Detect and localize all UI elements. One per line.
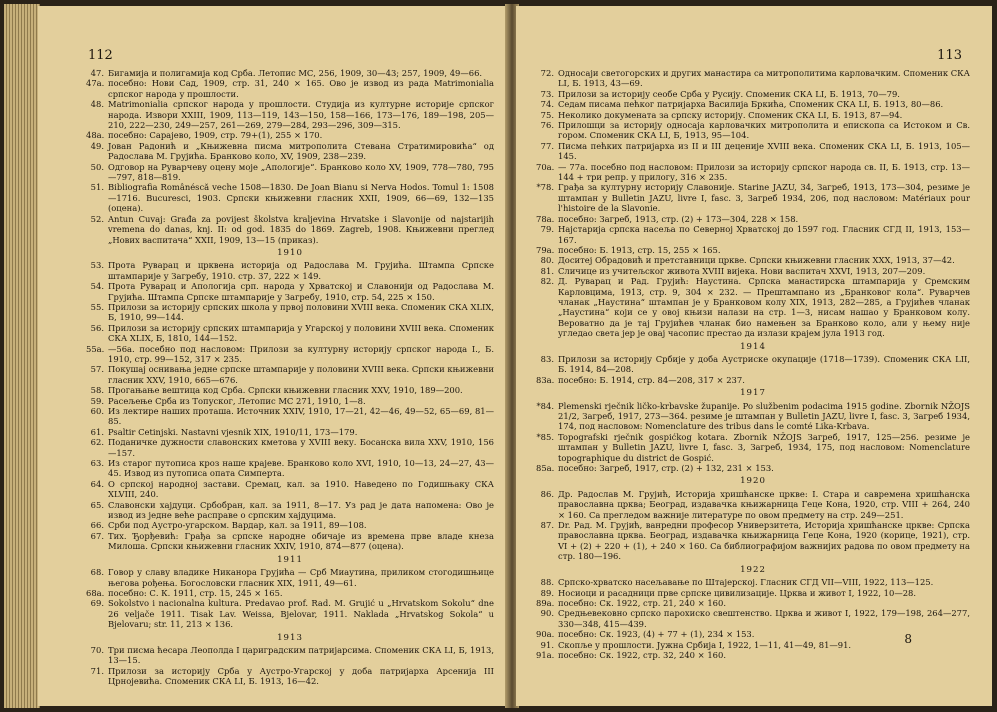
- bibliography-entry: [536, 99, 970, 109]
- year-heading: 1920: [740, 476, 766, 487]
- entry-text: Из старог путописа кроз наше крајеве. Бранково коло XVI, 1910, 10—13, 24—27, 43—45. Извод из путописа опата Симперта.: [108, 458, 494, 479]
- bibliography-entry: [86, 214, 494, 245]
- year-heading: 1911: [277, 554, 303, 565]
- entry-number: 63.: [90, 458, 104, 469]
- bibliography-entry: [86, 458, 494, 479]
- entry-number: 48a.: [86, 130, 105, 141]
- year-heading: 1917: [740, 388, 766, 399]
- entry-number: 79.: [540, 224, 554, 235]
- entry-number: 53.: [90, 260, 104, 271]
- entry-text: Д. Руварац и Рад. Грујић: Наустина. Српска манастирска штампарија у Сремским Карловцима, 1913, стр. 9, 304 × 232. — Прештампано из „Бранковог кола“. Руварчев чланак „Наустина“ штампан је у Бранковом колу XIX, 1913, 282—285, а Грујићев чланак „Наустина“ који се у овој књизи налази на стр. 1—3, нисам нашао у Бранковом колу. Вероватно да је тај Грујићев чланак био намењен за Бранково коло, али у њему није угледао света јер је овај часопис престао да излази крајем јула 1913 год.: [558, 276, 970, 339]
- entry-text: Прилози за историју српских штампарија у Угарској у половини XVIII века. Споменик СКА XLIX, Б, 1810, 144—152.: [108, 322, 494, 344]
- bibliography-entry: [86, 281, 494, 302]
- bibliography-entry: [86, 260, 494, 281]
- entry-number: 51.: [90, 182, 104, 193]
- entry-number: 64.: [90, 478, 104, 489]
- entry-text: Bibliografia Românéscă veche 1508—1830. De Joan Bianu si Nerva Hodos. Tomul 1: 1508—1716. Bucuresci, 1903. Српски књижевни гласник XXII, 1909, 66—69, 132—135 (оцена).: [108, 182, 494, 214]
- entry-text: посебно: Б. 1914, стр. 84—208, 317 × 237.: [558, 374, 745, 385]
- bibliography-entry: [86, 567, 494, 588]
- bibliography-entry: [536, 120, 970, 141]
- bibliography-entry: [86, 598, 494, 629]
- page-edges: [4, 4, 40, 708]
- entry-number: 56.: [90, 322, 104, 333]
- bibliography-entry: [536, 68, 970, 89]
- entry-text: посебно: Б. 1913, стр. 15, 255 × 165.: [558, 244, 721, 255]
- entry-text: Расељење Срба из Топуског, Летопис МС 271, 1910, 1—8.: [108, 395, 366, 406]
- entry-text: Plemenski rječnik ličko-krbavske županije. Po službenim podacima 1915 godine. Zbornik NŽOJS 21/2, Загреб, 1917, 273—364. резиме је штампан у Bulletin JAZU, livre I, fasc. 3, Загреб 1934, 174, под насловом: Nomenclature des tribus dans le comté Lika-Krbava.: [558, 400, 970, 432]
- bibliography-entry: [86, 99, 494, 130]
- entry-number: 91a.: [536, 649, 555, 660]
- entry-text: Прилози за историју Срба у Аустро-Угарској у доба патријарха Арсенија III Црнојевића. Споменик СКА LI, Б. 1913, 16—42.: [108, 665, 494, 687]
- entry-text: Српско-хрватско насељавање по Штајерској. Гласник СГД VII—VIII, 1922, 113—125.: [558, 577, 934, 588]
- bibliography-entry: [536, 577, 970, 587]
- bibliography-entry: [536, 598, 970, 608]
- entry-number: 90a.: [536, 629, 555, 640]
- entry-text: —56a. посебно под насловом: Прилози за културну историју српског народа I., Б. 1910, стр. 99—152, 317 × 235.: [108, 343, 494, 364]
- entry-number: 73.: [540, 88, 554, 99]
- bibliography-entry: [86, 406, 494, 427]
- entry-number: 52.: [90, 213, 104, 224]
- entry-text: — 77a. посебно под насловом: Прилози за историју српског народа св. II, Б. 1913, стр. 13—144 + три репр. у прилогу, 316 × 235.: [558, 161, 970, 183]
- entry-number: 55.: [90, 301, 104, 312]
- entry-text: Прилози за историју сеобе Срба у Русију. Споменик СКА LI, Б. 1913, 70—79.: [558, 88, 900, 99]
- entry-text: Седам писама пећког патријарха Василија Бркића, Споменик СКА LI, Б. 1913, 80—86.: [558, 99, 944, 110]
- entry-text: Sokolstvo i nacionalna kultura. Predavao prof. Rad. M. Grujić u „Hrvatskom Sokolu“ dne 26 veljače 1911. Tisak Lav. Weissa, Bjelovar, 1911. Naklada „Hrvatskog Sokola“ u Bjelovaru; str. 11, 213 × 136.: [108, 598, 494, 630]
- signature-mark: 8: [904, 632, 912, 646]
- entry-number: 69.: [90, 598, 104, 609]
- bibliography-entry: [536, 432, 970, 463]
- bibliography-entry: [86, 520, 494, 530]
- bibliography-entry: [536, 245, 970, 255]
- entry-number: 86.: [540, 488, 554, 499]
- entry-text: Бигамија и полигамија код Срба. Летопис МС, 256, 1909, 30—43; 257, 1909, 49—66.: [108, 68, 483, 78]
- year-heading: 1910: [277, 247, 303, 258]
- entry-number: 89a.: [536, 597, 555, 608]
- entry-number: 48.: [90, 99, 104, 110]
- entry-number: 65.: [90, 499, 104, 510]
- entry-text: посебно: Ск. 1922, стр. 21, 240 × 160.: [558, 597, 726, 608]
- entry-number: 66.: [90, 520, 104, 531]
- entry-number: 61.: [90, 426, 104, 437]
- entry-number: 47a.: [86, 78, 105, 89]
- bibliography-entry: [86, 141, 494, 162]
- bibliography-entry: [86, 437, 494, 458]
- entry-number: *78.: [536, 182, 554, 193]
- bibliography-entry: [536, 588, 970, 598]
- entry-text: Др. Радослав М. Грујић, Историја хришћанске цркве: I. Стара и савремена хришћанска православна црква; Београд, издавачка књижарница Геце Кона, 1920, стр. VIII + 264, 240 × 160. Са прегледом важније литературе по овом предмету на стр. 249—251.: [558, 488, 970, 520]
- bibliography-entry: [86, 68, 494, 78]
- entry-number: *84.: [536, 400, 554, 411]
- entry-text: Matrimonialia српског народа у прошлости. Студија из културне историје српског народа. Извори XXIII, 1909, 113—119, 143—150, 158—166, 173—176, 189—198, 205—210, 222—230, 249—257, 261—269, 279—284, 293—296, 309—315.: [108, 99, 494, 131]
- entry-text: посебно: Нови Сад, 1909, стр. 31, 240 × 165. Ово је извод из рада Matrimonialia српског народа у прошлости.: [108, 78, 494, 99]
- entry-number: 81.: [540, 265, 554, 276]
- entry-number: 83.: [540, 353, 554, 364]
- entry-text: Прилози за историју Србије у доба Аустриске окупације (1718—1739). Споменик СКА LII, Б. 1914, 84—208.: [558, 353, 970, 375]
- entry-number: 62.: [90, 437, 104, 448]
- entry-text: посебно: Ск. 1922, стр. 32, 240 × 160.: [558, 649, 726, 660]
- entry-number: 90.: [540, 608, 554, 619]
- bibliography-entry: [86, 396, 494, 406]
- bibliography-entry: [536, 375, 970, 385]
- entry-text: Поданичке дужности славонских кметова у XVIII веку. Босанска вила XXV, 1910, 156—157.: [108, 437, 494, 458]
- entry-number: 89.: [540, 587, 554, 598]
- entry-number: 70a.: [536, 161, 555, 172]
- bibliography-entry: [536, 520, 970, 562]
- entry-text: Говор у славу владике Никанора Грујића — Срб Миаутина, приликом стогодишњице његова рођења. Богословски гласник XIX, 1911, 49—61.: [108, 567, 494, 588]
- bibliography-entry: [86, 385, 494, 395]
- bibliography-entry: [536, 255, 970, 265]
- entry-text: Прота Руварац и црквена историја од Радослава М. Грујића. Штампа Српске штампарије у Загребу, 1910. стр. 37, 222 × 149.: [108, 260, 494, 281]
- entry-text: Сличице из учитељског живота XVIII вијека. Нови васпитач XXVI, 1913, 207—209.: [558, 265, 926, 276]
- entry-text: посебно: Загреб, 1917, стр. (2) + 132, 231 × 153.: [558, 463, 774, 474]
- right-page: [516, 6, 992, 706]
- bibliography-entry: [86, 182, 494, 213]
- entry-text: Dr. Рад. М. Грујић, ванредни професор Универзитета, Историја хришћанске цркве: Српска православна црква. Београд, издавачка књижарница Геце Кона, 1920 (корице, 1921), стр. VI + (2) + 220 + (1), + 240 × 160. Са библиографијом важнијих радова по овом предмету на стр. 180—196.: [558, 520, 970, 562]
- entry-text: Topografski rječnik gospićkog kotara. Zbornik NŽOJS Загреб, 1917, 125—256. резиме је штампан у Bulletin JAZU, livre I, fasc. 3, Загреб, 1934, 175, под насловом: Nomenclature topographique du district de Gospić.: [558, 431, 970, 463]
- entry-text: Средњевековно српско парохиско свештенство. Црква и живот I, 1922, 179—198, 264—277, 330—348, 415—439.: [558, 608, 970, 629]
- bibliography-entry: [536, 182, 970, 213]
- entry-number: 55a.: [86, 343, 105, 354]
- entry-text: Тих. Ђорђевић: Грађа за српске народне обичаје из времена прве владе кнеза Милоша. Српски књижевни гласник XXIV, 1910, 874—877 (оцена).: [108, 530, 494, 552]
- bibliography-entry: [86, 364, 494, 385]
- entry-text: Славонски хајдуци. Србобран, кал. за 1911, 8—17. Уз рад је дата напомена: Ово је извод из једне веће расправе о српским хајдуцима.: [108, 499, 494, 521]
- entry-number: 82.: [540, 276, 554, 287]
- entry-text: Доситеј Обрадовић и претставници цркве. Српски књижевни гласник XXX, 1913, 37—42.: [558, 255, 955, 266]
- bibliography-entry: [536, 214, 970, 224]
- entry-number: 80.: [540, 255, 554, 266]
- entry-number: 67.: [90, 530, 104, 541]
- bibliography-entry: [86, 531, 494, 552]
- entry-number: 57.: [90, 364, 104, 375]
- entry-number: 75.: [540, 109, 554, 120]
- entry-number: 68a.: [86, 587, 105, 598]
- entry-number: 47.: [90, 68, 104, 78]
- entry-number: 85a.: [536, 463, 555, 474]
- entry-number: 87.: [540, 520, 554, 531]
- entry-text: Прота Руварац и Апологија срп. народа у Хрватској и Славонији од Радослава М. Грујића. Штампа Српске штампарије у Загребу, 1910, стр. 54, 225 × 150.: [108, 281, 494, 302]
- page-number-left: 112: [88, 48, 113, 63]
- entry-number: 91.: [540, 639, 554, 650]
- entry-number: 71.: [90, 665, 104, 676]
- bibliography-entry: [536, 266, 970, 276]
- left-entries: [86, 68, 494, 687]
- right-entries: [536, 68, 970, 660]
- entry-number: 78a.: [536, 213, 555, 224]
- entry-text: Срби под Аустро-угарском. Вардар, кал. за 1911, 89—108.: [108, 520, 367, 531]
- year-heading: 1922: [740, 564, 766, 575]
- entry-number: 50.: [90, 161, 104, 172]
- bibliography-entry: [536, 354, 970, 375]
- entry-text: Носиоци и расадници прве српске цивилизације. Црква и живот I, 1922, 10—28.: [558, 587, 917, 598]
- entry-text: посебно: Загреб, 1913, стр. (2) + 173—304, 228 × 158.: [558, 213, 799, 224]
- entry-text: Psaltir Cetinjski. Nastavni vjesnik XIX, 1910/11, 173—179.: [108, 426, 358, 437]
- year-heading: 1913: [277, 632, 303, 643]
- bibliography-entry: [536, 89, 970, 99]
- left-page: [38, 6, 512, 706]
- entry-text: посебно: Ск. 1923, (4) + 77 + (1), 234 × 153.: [558, 629, 755, 640]
- bibliography-entry: [536, 224, 970, 245]
- entry-text: Јован Радонић и „Књижевна писма митрополита Стевана Стратимировића“ од Радослава М. Грујића. Бранково коло, XV, 1909, 238—239.: [108, 140, 494, 162]
- entry-text: Прогањање вештица код Срба. Српски књижевни гласник XXV, 1910, 189—200.: [108, 385, 463, 396]
- entry-number: 72.: [540, 68, 554, 78]
- entry-text: Antun Cuvaj: Građa za povijest školstva kraljevina Hrvatske i Slavonije od najstarijih vremena do danas, knj. II: od god. 1835 do 1869. Zagreb, 1908. Књижевни преглед „Нових васпитача“ XXII, 1909, 13—15 (приказ).: [108, 213, 494, 245]
- bibliography-entry: [536, 608, 970, 629]
- entry-number: 54.: [90, 281, 104, 292]
- entry-text: Писма пећких патријарха из II и III деценије XVIII века. Споменик СКА LI, Б. 1913, 105—145.: [558, 140, 970, 162]
- entry-number: 70.: [90, 644, 104, 655]
- entry-text: Грађа за културну историју Славоније. Starine JAZU, 34, Загреб, 1913, 173—304, резиме је штампан у Bulletin JAZU, livre I, fasc. 3, Загреб 1934, 206, под насловом: Matériaux pour l'histoire de la Slavonie.: [558, 182, 970, 214]
- bibliography-entry: [86, 162, 494, 183]
- page-number-right: 113: [937, 48, 962, 63]
- entry-number: 59.: [90, 395, 104, 406]
- bibliography-entry: [536, 463, 970, 473]
- bibliography-entry: [536, 162, 970, 183]
- bibliography-entry: [536, 276, 970, 338]
- bibliography-entry: [86, 323, 494, 344]
- bibliography-entry: [536, 489, 970, 520]
- bibliography-entry: [86, 130, 494, 140]
- year-heading: 1914: [740, 341, 766, 352]
- entry-text: Три писма ћесара Леополда I цариградским патријарсима. Споменик СКА LI, Б, 1913, 13—15.: [108, 644, 494, 666]
- entry-text: посебно: С. К. 1911, стр. 15, 245 × 165.: [108, 587, 283, 598]
- bibliography-entry: [536, 110, 970, 120]
- entry-number: 74.: [540, 99, 554, 110]
- bibliography-entry: [86, 344, 494, 365]
- entry-number: 49.: [90, 140, 104, 151]
- entry-text: посебно: Сарајево, 1909, стр. 79+(1), 255 × 170.: [108, 130, 323, 141]
- entry-number: 58.: [90, 385, 104, 396]
- entry-number: 88.: [540, 577, 554, 588]
- bibliography-entry: [86, 645, 494, 666]
- bibliography-entry: [536, 401, 970, 432]
- entry-text: Прилошци за историју односаја карловачких митрополита и епископа са Истоком и Св. гором. Споменик СКА LI, Б, 1913, 95—104.: [558, 120, 970, 141]
- entry-text: Прилози за историју српских школа у првој половини XVIII века. Споменик СКА XLIX, Б, 1910, 99—144.: [108, 301, 494, 323]
- entry-number: 60.: [90, 406, 104, 416]
- entry-number: 77.: [540, 140, 554, 151]
- bibliography-entry: [86, 78, 494, 99]
- bibliography-entry: [86, 479, 494, 500]
- entry-text: Покушај оснивања једне српске штампарије у половини XVIII века. Српски књижевни гласник XXV, 1910, 665—676.: [108, 364, 494, 385]
- entry-number: 83a.: [536, 374, 555, 385]
- entry-text: О српској народној застави. Сремац, кал. за 1910. Наведено по Годишњаку СКА XLVIII, 240.: [108, 478, 494, 500]
- bibliography-entry: [86, 666, 494, 687]
- entry-number: 68.: [90, 567, 104, 578]
- bibliography-entry: [536, 141, 970, 162]
- entry-text: Односаји светогорских и других манастира са митрополитима карловачким. Споменик СКА LI, Б. 1913, 43—69.: [558, 68, 970, 89]
- entry-number: 79a.: [536, 244, 555, 255]
- entry-text: Одговор на Руварчеву оцену моје „Апологије“. Бранково коло XV, 1909, 778—780, 795—797, 818—819.: [108, 161, 494, 183]
- entry-text: Неколико докумената за српску историју. Споменик СКА LI, Б. 1913, 87—94.: [558, 109, 903, 120]
- bibliography-entry: [86, 500, 494, 521]
- bibliography-entry: [536, 650, 970, 660]
- bibliography-entry: [86, 588, 494, 598]
- bibliography-entry: [86, 427, 494, 437]
- entry-text: Скопље у прошлости. Јужна Србија I, 1922, 1—11, 41—49, 81—91.: [558, 639, 852, 650]
- bibliography-entry: [86, 302, 494, 323]
- entry-text: Најстарија српска насеља по Северној Хрватској до 1597 год. Гласник СГД II, 1913, 153—167.: [558, 224, 970, 245]
- entry-text: Из лектире наших проташа. Источник XXIV, 1910, 17—21, 42—46, 49—52, 65—69, 81—85.: [108, 406, 494, 427]
- entry-number: 76.: [540, 120, 554, 131]
- entry-number: *85.: [536, 431, 554, 442]
